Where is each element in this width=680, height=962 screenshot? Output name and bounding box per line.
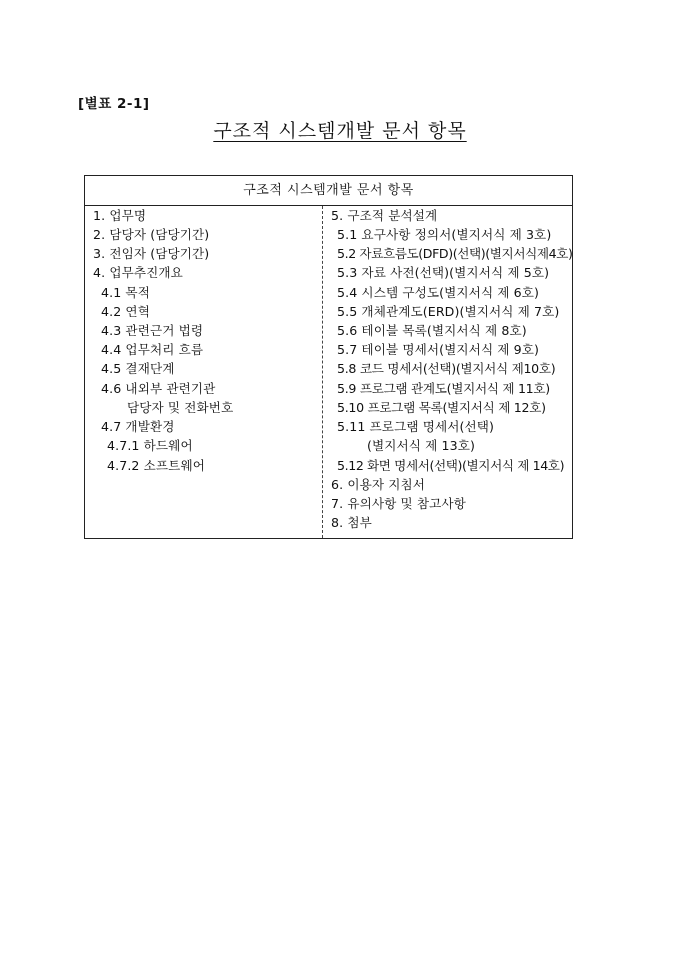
list-item: 4.4 업무처리 흐름 <box>101 342 204 357</box>
list-item: 1. 업무명 <box>93 208 147 223</box>
list-item: 5.1 요구사항 정의서(별지서식 제 3호) <box>337 227 552 242</box>
list-item: 5.10 프로그램 목록(별지서식 제 12호) <box>337 400 546 415</box>
list-item: 5.2 자료흐름도(DFD)(선택)(별지서식제4호) <box>337 246 573 261</box>
list-item: 4.2 연혁 <box>101 304 150 319</box>
list-item: 5.11 프로그램 명세서(선택) <box>337 419 495 434</box>
list-item: 담당자 및 전화번호 <box>127 400 234 415</box>
list-item: 5.3 자료 사전(선택)(별지서식 제 5호) <box>337 265 550 280</box>
list-item: 5.12 화면 명세서(선택)(별지서식 제 14호) <box>337 458 565 473</box>
list-item: 4.7 개발환경 <box>101 419 175 434</box>
table-header: 구조적 시스템개발 문서 항목 <box>85 176 572 206</box>
right-column <box>322 206 572 538</box>
list-item: 5.7 테이블 명세서(별지서식 제 9호) <box>337 342 540 357</box>
list-item: 4. 업무추진개요 <box>93 265 183 280</box>
list-item: 2. 담당자 (담당기간) <box>93 227 210 242</box>
list-item: 4.1 목적 <box>101 285 150 300</box>
list-item: 5.8 코드 명세서(선택)(별지서식 제10호) <box>337 361 556 376</box>
list-item: 7. 유의사항 및 참고사항 <box>331 496 466 511</box>
list-item: 5. 구조적 분석설계 <box>331 208 438 223</box>
document-title <box>0 116 680 143</box>
items-table <box>84 175 573 539</box>
list-item: 4.3 관련근거 법령 <box>101 323 204 338</box>
list-item: 4.7.2 소프트웨어 <box>107 458 205 473</box>
list-item: 3. 전임자 (담당기간) <box>93 246 210 261</box>
list-item: 6. 이용자 지침서 <box>331 477 426 492</box>
list-item: 5.9 프로그램 관계도(별지서식 제 11호) <box>337 381 550 396</box>
list-item: 5.5 개체관계도(ERD)(별지서식 제 7호) <box>337 304 560 319</box>
list-item: 8. 첨부 <box>331 515 372 530</box>
list-item: 4.5 결재단계 <box>101 361 175 376</box>
list-item: 4.6 내외부 관련기관 <box>101 381 216 396</box>
list-item: 5.4 시스템 구성도(별지서식 제 6호) <box>337 285 540 300</box>
appendix-reference: [별표 2-1] <box>78 96 150 112</box>
document-title-text: 구조적 시스템개발 문서 항목 <box>213 120 467 142</box>
left-column <box>85 206 322 538</box>
list-item: 4.7.1 하드웨어 <box>107 438 193 453</box>
list-item: (별지서식 제 13호) <box>367 438 476 453</box>
list-item: 5.6 테이블 목록(별지서식 제 8호) <box>337 323 527 338</box>
